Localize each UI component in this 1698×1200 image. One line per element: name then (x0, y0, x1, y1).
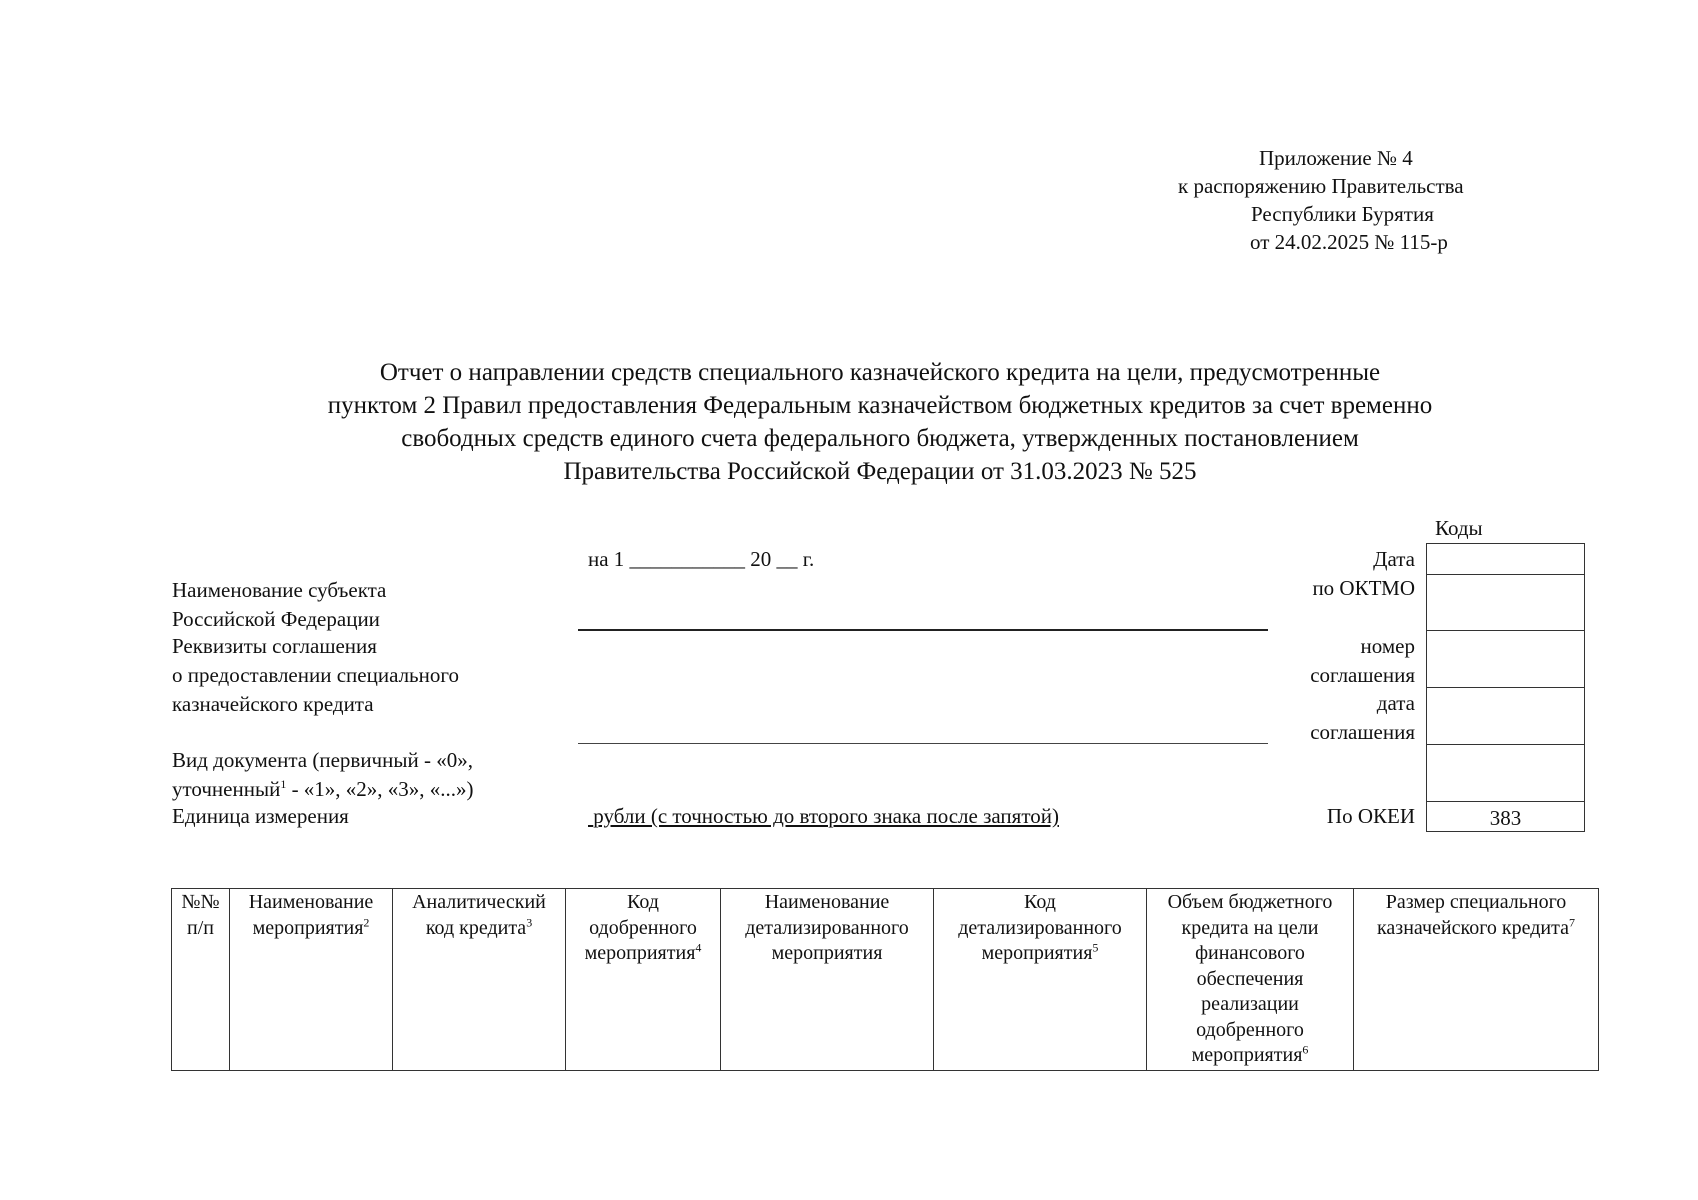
col-detailed-event-name: Наименование детализированного мероприятия (721, 889, 934, 1071)
report-date-line[interactable]: на 1 ___________ 20 __ г. (588, 547, 815, 571)
subject-input-line[interactable] (578, 629, 1268, 631)
oktmo-label: по ОКТМО (1312, 576, 1415, 600)
doc-type-label: Вид документа (первичный - «0», уточненный$^1$ - «1», «2», «3», «...») (172, 748, 474, 801)
document-title (160, 356, 1600, 488)
col-number: №№ п/п (172, 889, 230, 1071)
agreement-details-label: Реквизиты соглашения о предоставлении специального казначейского кредита (172, 634, 459, 716)
subject-label: Наименование субъекта Российской Федерации (172, 578, 387, 631)
appendix-number: Приложение № 4 (1259, 146, 1413, 170)
title-line-3: свободных средств единого счета федерального бюджета, утвержденных постановлением (401, 425, 1359, 452)
okei-value: 383 (1489, 806, 1522, 830)
agreement-input-line[interactable] (578, 743, 1268, 744)
col-approved-event-code: Код одобренного мероприятия$^4$ (566, 889, 721, 1071)
agreement-number-label: номер соглашения (1310, 634, 1415, 687)
unit-value: рубли (с точностью до второго знака после запятой) (593, 804, 1059, 828)
date-label: Дата (1373, 547, 1415, 571)
unit-label: Единица измерения (172, 804, 349, 828)
col-analytic-code: Аналитический код кредита$^3$ (393, 889, 566, 1071)
date-code-box[interactable] (1426, 543, 1585, 575)
appendix-region: Республики Бурятия (1251, 202, 1434, 226)
table-header-row (172, 889, 1599, 1071)
agreement-date-box[interactable] (1426, 687, 1585, 745)
appendix-date: от 24.02.2025 № 115-р (1250, 230, 1448, 254)
col-detailed-event-code: Код детализированного мероприятия$^5$ (934, 889, 1147, 1071)
agreement-date-label: дата соглашения (1310, 691, 1415, 744)
col-event-name: Наименование мероприятия$^2$ (230, 889, 393, 1071)
title-line-1: Отчет о направлении средств специального казначейского кредита на цели, предусмотренные (379, 359, 1381, 386)
agreement-number-box[interactable] (1426, 630, 1585, 688)
okei-label: По ОКЕИ (1326, 804, 1415, 828)
col-budget-credit-volume: Объем бюджетного кредита на цели финансового обеспечения реализации одобренного мероприятия$^6$ (1147, 889, 1354, 1071)
col-special-credit-amount: Размер специального казначейского кредита$^7$ (1354, 889, 1599, 1071)
report-table (171, 888, 1599, 1071)
title-line-4: Правительства Российской Федерации от 31.03.2023 № 525 (563, 458, 1197, 485)
appendix-block (1100, 144, 1520, 256)
title-line-2: пунктом 2 Правил предоставления Федеральным казначейством бюджетных кредитов за счет временно (327, 392, 1433, 419)
doc-type-code-box[interactable] (1426, 744, 1585, 802)
appendix-reference: к распоряжению Правительства (1178, 174, 1464, 198)
codes-header: Коды (1435, 516, 1483, 540)
oktmo-code-box[interactable] (1426, 574, 1585, 631)
